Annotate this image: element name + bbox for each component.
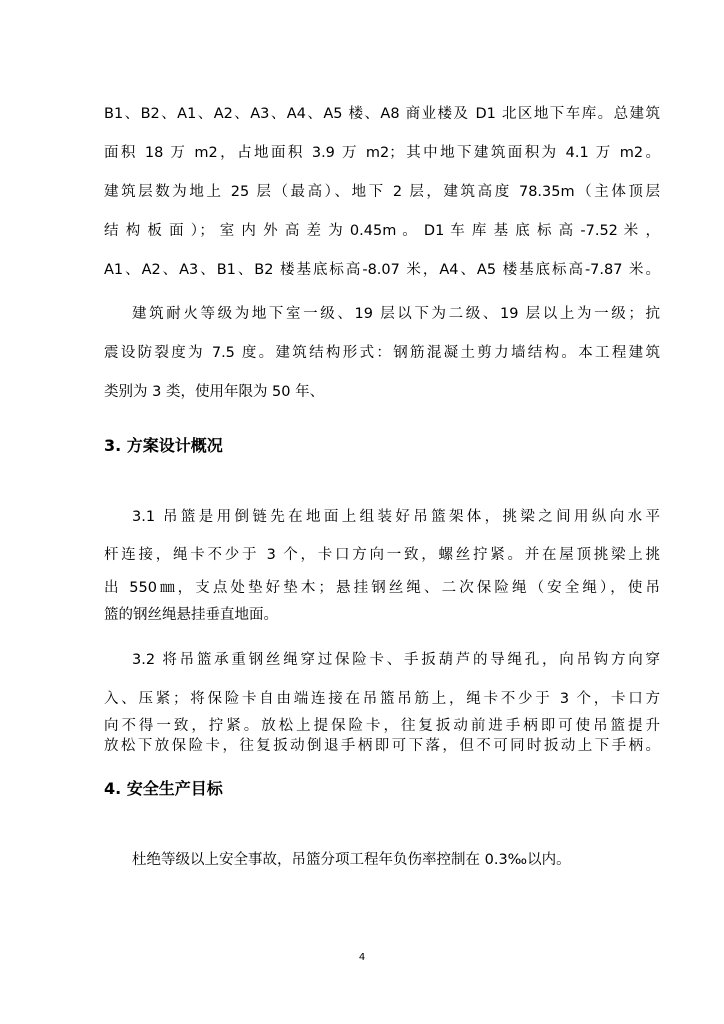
body-text-line: 3.2 将吊篮承重钢丝绳穿过保险卡、手扳葫芦的导绳孔，向吊钩方向穿 <box>132 652 660 668</box>
body-text-line: 结 构 板 面 ）； 室 内 外 高 差 为 0.45m 。 D1 车 库 基 底 标 高 -7.52 米 ， <box>104 223 660 239</box>
body-text-line: B1、B2、A1、A2、A3、A4、A5 楼、A8 商业楼及 D1 北区地下车库。总建筑 <box>104 106 660 122</box>
body-text-line: A1、A2、A3、B1、B2 楼基底标高-8.07 米，A4、A5 楼基底标高-7.87 米。 <box>104 262 660 278</box>
page-number: 4 <box>358 952 366 963</box>
section-heading-3: 3. 方案设计概况 <box>104 436 223 455</box>
body-text-line: 建筑耐火等级为地下室一级、19 层以下为二级、19 层以上为一级；抗 <box>132 306 660 322</box>
body-text-line: 类别为 3 类，使用年限为 50 年、 <box>104 384 325 400</box>
body-text-line: 向不得一致，拧紧。放松上提保险卡，往复扳动前进手柄即可使吊篮提升 <box>104 718 660 734</box>
section-heading-4: 4. 安全生产目标 <box>104 779 223 798</box>
body-text-line: 面积 18 万 m2，占地面积 3.9 万 m2；其中地下建筑面积为 4.1 万 m2。 <box>104 145 660 161</box>
body-text-line: 出 550㎜，支点处垫好垫木；悬挂钢丝绳、二次保险绳（安全绳），使吊 <box>104 580 660 596</box>
body-text-line: 建筑层数为地上 25 层（最高）、地下 2 层，建筑高度 78.35m（主体顶层 <box>104 184 660 200</box>
body-text-line: 放松下放保险卡，往复扳动倒退手柄即可下落，但不可同时扳动上下手柄。 <box>104 738 660 754</box>
body-text-line: 杜绝等级以上安全事故，吊篮分项工程年负伤率控制在 0.3‰以内。 <box>132 852 571 868</box>
body-text-line: 篮的钢丝绳悬挂垂直地面。 <box>104 607 278 623</box>
body-text-line: 杆连接，绳卡不少于 3 个，卡口方向一致，螺丝拧紧。并在屋顶挑梁上挑 <box>104 547 660 563</box>
body-text-line: 3.1 吊篮是用倒链先在地面上组装好吊篮架体，挑梁之间用纵向水平 <box>132 509 660 525</box>
body-text-line: 入、压紧；将保险卡自由端连接在吊篮吊筋上，绳卡不少于 3 个，卡口方 <box>104 691 660 707</box>
body-text-line: 震设防裂度为 7.5 度。建筑结构形式：钢筋混凝土剪力墙结构。本工程建筑 <box>104 345 660 361</box>
